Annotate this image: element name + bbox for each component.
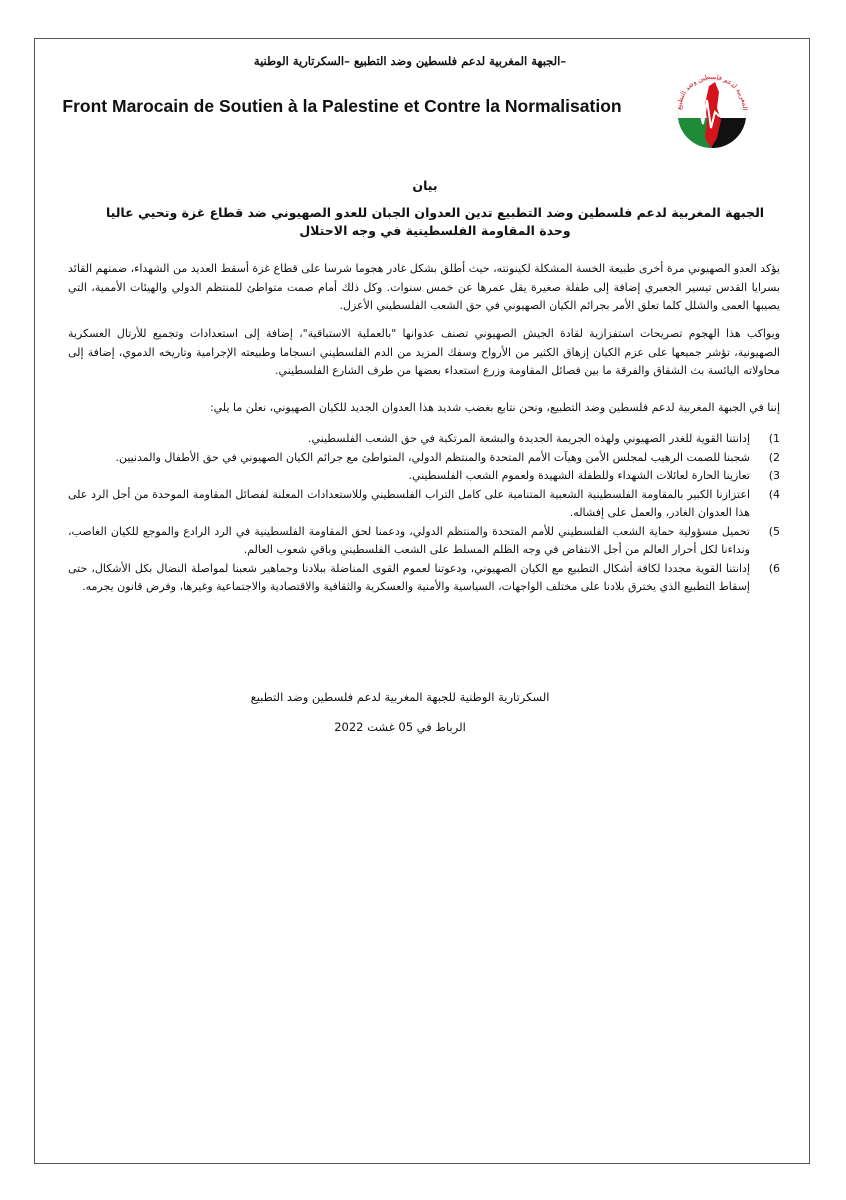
header-arabic-name: الجبهة المغربية لدعم فلسطين وضد التطبيع –السكرتارية الوطنية– <box>253 54 567 68</box>
list-item-number: 4) <box>768 487 780 501</box>
list-item-text: إدانتنا القوية مجددا لكافة أشكال التطبيع مع الكيان الصهيوني، ودعوتنا لعموم القوى المناضلة ببلادنا وجماهير شعبنا لمواصلة النضال بكل الأشكال، حتى إسقاط التطبيع الذي يخترق بلادنا على مختلف الواجهات، السياسية والأمنية والعسكرية والثقافية والاقتصادية والاجتماعية وغيرها، وفرض قانون يجرمه. <box>68 561 750 593</box>
list-item <box>68 449 780 468</box>
demands-list <box>68 430 780 597</box>
logo-arc-text: المغربية لدعم فلسطين وضد التطبيع <box>674 72 750 111</box>
list-item <box>68 430 780 449</box>
list-item-text: اعتزازنا الكبير بالمقاومة الفلسطينية الشعبية المتنامية على كامل التراب الفلسطيني وللاستعدادات المعلنة لفصائل المقاومة الموحدة من أجل الرد على هذا العدوان الغادر، والعمل على إفشاله. <box>68 487 750 519</box>
signature-place-date: الرباط في 05 غشت 2022 <box>334 720 466 734</box>
list-item-number: 2) <box>768 450 780 464</box>
paragraph-1: يؤكد العدو الصهيوني مرة أخرى طبيعة الخسة المشكلة لكينونته، حيث أطلق بشكل غادر هجوما شرسا على قطاع غزة أسقط العديد من الشهداء، ضمنهم القائد بسرايا القدس تيسير الجعبري إضافة إلى طفلة صغيرة يقل عمرها عن خمس سنوات. وكل ذلك أمام صمت متواطئ للمنتظم الدولي والهيئات الأممية، التي يصيبها العمى والشلل كلما تعلق الأمر بجرائم الكيان الصهيوني في حق الشعب الفلسطيني الأعزل. <box>68 262 780 312</box>
organization-logo <box>653 58 771 160</box>
paragraph-2: ويواكب هذا الهجوم تصريحات استفزازية لقادة الجيش الصهيوني تصنف عدوانها "بالعملية الاستباقية"، إضافة إلى استعدادات وتجميع للأرتال العسكرية الصهيونية، تؤشر جميعها على عزم الكيان إزهاق الكثير من الأرواح وسفك المزيد من الدم الفلسطيني انسجاما وطبيعته الإجرامية وتاريخه الدموي، إضافة إلى محاولاته اليائسة بث الشقاق والفرقة ما بين فصائل المقاومة وزرع استعداء بعضها من طرف الشارع الفلسطيني. <box>68 327 780 377</box>
list-item-number: 6) <box>768 561 780 575</box>
list-item-text: تعازينا الحارة لعائلات الشهداء وللطفلة الشهيدة ولعموم الشعب الفلسطيني. <box>408 469 750 482</box>
list-item-text: إدانتنا القوية للغدر الصهيوني ولهذه الجريمة الجديدة والبشعة المرتكبة في حق الشعب الفلسطيني. <box>307 432 750 445</box>
signature-organization: السكرتارية الوطنية للجبهة المغربية لدعم فلسطين وضد التطبيع <box>250 690 550 704</box>
list-item <box>68 560 780 597</box>
header-french-name: Front Marocain de Soutien à la Palestine et Contre la Normalisation <box>62 96 622 116</box>
logo-emblem <box>653 58 771 160</box>
list-item-number: 3) <box>768 469 780 482</box>
list-item-number: 1) <box>768 432 780 445</box>
list-item-text: تحميل مسؤولية حماية الشعب الفلسطيني للأمم المتحدة والمنتظم الدولي، ودعمنا لحق المقاومة الفلسطينية في الرد الرادع والموجع للكيان الغاصب، ونداءنا لكل أحرار العالم من أجل الانتفاض في وجه الظلم المسلط على الشعب الفلسطيني وباقي شعوب العالم. <box>68 524 750 556</box>
list-item <box>68 523 780 560</box>
statement-headline: الجبهة المغربية لدعم فلسطين وضد التطبيع تدين العدوان الجبان للعدو الصهيوني ضد قطاع غزة وتحيي عاليا وحدة المقاومة الفلسطينية في وجه الاحتلال <box>105 205 765 238</box>
list-item <box>68 486 780 523</box>
statement-title: بيان <box>412 178 438 193</box>
list-item <box>68 467 780 486</box>
paragraph-3: إننا في الجبهة المغربية لدعم فلسطين وضد التطبيع، ونحن نتابع بغضب شديد هذا العدوان الجديد للكيان الصهيوني، نعلن ما يلي: <box>209 401 780 414</box>
list-item-number: 5) <box>768 524 780 538</box>
list-item-text: شجبنا للصمت الرهيب لمجلس الأمن وهيآت الأمم المتحدة والمنتظم الدولي، المتواطئ مع جرائم الكيان الصهيوني في حق الأطفال والمدنيين. <box>115 450 750 464</box>
